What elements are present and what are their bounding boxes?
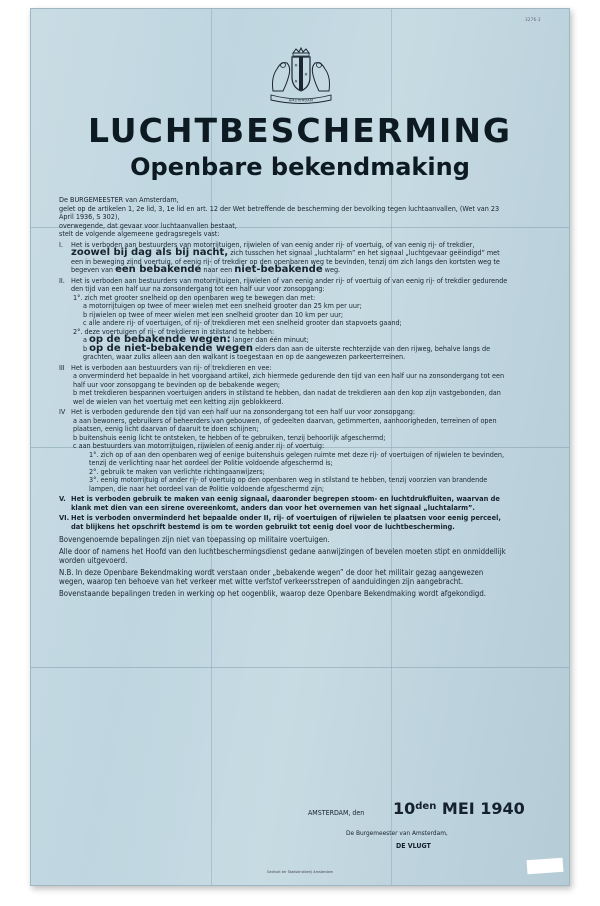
article-clause: b rijwielen op twee of meer wielen met een snelheid grooter dan 10 km per uur; — [83, 309, 344, 319]
article-number: VI. — [59, 513, 70, 522]
reference-number: 3276-2 — [525, 17, 541, 22]
article-text: Het is verboden onverminderd het bepaalde onder II, rij- of voertuigen of rijwielen te plaatsen voor eenig perceel, dat blijkens het opschrift bestemd is om te worden gebruikt tot eenig doel voor de luchtbescherming. — [71, 513, 501, 531]
closing-paragraph: Alle door of namens het Hoofd van den luchtbeschermingsdienst gedane aanwijzingen of bevelen moeten stipt en onmiddellijk worden uitgevoerd. — [59, 546, 506, 565]
closing-paragraph: N.B. In deze Openbare Bekendmaking wordt verstaan onder „bebakende wegen” de door het militair gezag aangewezen wegen, waarop ten behoeve van het verkeer met witte verfstof verkeersstrepen of aanduidingen zijn aangebracht. — [59, 567, 484, 586]
article-text: weg. — [324, 265, 341, 274]
poster-subtitle: Openbare bekendmaking — [130, 153, 470, 181]
date-month-year: MEI 1940 — [441, 799, 525, 818]
emphasis-text: op de bebakende wegen: — [89, 334, 231, 345]
date-day-suffix: den — [415, 801, 437, 812]
crest-ribbon-text: AMSTERDAM — [288, 98, 314, 103]
article-text: Het is verboden gebruik te maken van eenig signaal, daaronder begrepen stoom- en luchtdrukfluiten, waarvan de klank met dien van een sirene overeenkomt, anders dan voor het overnemen van het signaal „luchtalarm”. — [71, 494, 500, 512]
article-text: Het is verboden aan bestuurders van rij- of trekdieren en vee: — [71, 362, 272, 372]
signature-office: De Burgemeester van Amsterdam, — [346, 829, 448, 837]
article-number: IV — [59, 407, 66, 416]
clause-letter: b — [83, 343, 88, 353]
article-number: I. — [59, 239, 63, 249]
poster-body — [59, 196, 509, 598]
closing-paragraph: Bovenstaande bepalingen treden in werking op het oogenblik, waarop deze Openbare Bekendmaking wordt afgekondigd. — [59, 588, 487, 598]
svg-text:✕: ✕ — [304, 72, 308, 78]
amsterdam-coat-of-arms-icon — [263, 47, 339, 107]
intro-line: gelet op de artikelen 1, 2e lid, 3, 1e lid en art. 12 der Wet betreffende de bescherming der bevolking tegen luchtaanvallen, (Wet van 23 April 1936, S 302), — [59, 203, 500, 221]
fold-line — [31, 667, 569, 668]
article-6 — [59, 514, 509, 531]
article-number: III — [59, 362, 65, 372]
emphasis-text: zoowel bij dag als bij nacht, — [71, 247, 229, 258]
article-5 — [59, 495, 509, 512]
printer-credit: Gedrukt ter Stadsdrukkerij Amsterdam — [266, 869, 334, 874]
article-clause: a motorrijtuigen op twee of meer wielen met een snelheid grooter dan 25 km per uur; — [83, 301, 362, 310]
poster-title: LUCHTBESCHERMING — [87, 111, 513, 150]
signature-name: DE VLUGT — [396, 842, 431, 850]
article-1 — [59, 241, 509, 275]
article-2 — [59, 277, 509, 362]
intro-block — [59, 196, 509, 239]
article-clause — [59, 342, 509, 362]
article-number: V. — [59, 494, 66, 503]
article-number: II. — [59, 275, 65, 285]
closing-provisions — [59, 535, 509, 598]
article-text: Het is verboden aan bestuurders van motorrijtuigen, rijwielen of van eenig ander rij- of voertuig of van eenig rij- of trekdier gedurende den tijd van een half uur na zonsondergang tot een half uur voor zonsopgang: — [71, 275, 508, 293]
emphasis-text: een bebakende — [115, 264, 202, 275]
article-text: naar een — [203, 265, 233, 274]
torn-corner — [527, 858, 564, 874]
signature-date — [393, 799, 525, 818]
article-clause: b met trekdieren bespannen voertuigen anders in stilstand te hebben, dan nadat de trekdieren aan den kop zijn vastgebonden, dan wel de wielen van het voertuig met een ketting zijn geblokkeerd. — [73, 388, 501, 406]
article-clause: 2°. gebruik te maken van verlichte richtingaanwijzers; — [89, 466, 265, 476]
emphasis-text: op de niet-bebakende wegen — [89, 342, 253, 354]
article-text: Het is verboden gedurende den tijd van een half uur na zonsondergang tot een half uur voor zonsopgang: — [71, 407, 416, 416]
intro-line: overwegende, dat gevaar voor luchtaanvallen bestaat, — [59, 220, 237, 230]
article-clause: 1°. zich met grooter snelheid op den openbaren weg te bewegen dan met: — [73, 292, 316, 302]
intro-line: De BURGEMEESTER van Amsterdam, — [59, 195, 179, 204]
article-3 — [59, 364, 509, 407]
article-clause: c aan bestuurders van motorrijtuigen, rijwielen of eenig ander rij- of voertuig: — [73, 441, 325, 450]
article-clause: 1°. zich op of aan den openbaren weg of eenige buitenshuis gelegen ruimte met deze rij- of voertuigen of rijwielen te bevinden, tenzij de verlichting naar het oordeel der Politie voldoende afgeschermd is; — [89, 449, 505, 467]
article-text: Het is verboden aan bestuurders van motorrijtuigen, rijwielen of van eenig ander rij- of voertuig, of van eenig rij- of trekdier, — [71, 239, 475, 249]
poster-sheet — [30, 8, 570, 886]
svg-text:✕: ✕ — [294, 63, 298, 69]
article-clause: 2°. deze voertuigen of rij- of trekdieren in stilstand te hebben: — [73, 326, 275, 336]
article-text: zich tusschen het signaal „luchtalarm” en het signaal „luchtgevaar geëindigd” met een in beweging zijnd voertuig, of eenig rij- of trekdier op den openbaren weg te bevinden, tenzij om zich langs den kortsten weg te begeven van — [71, 248, 500, 274]
article-clause: b buitenshuis eenig licht te ontsteken, te hebben of te gebruiken, tenzij behoorlijk afgeschermd; — [73, 432, 386, 442]
emphasis-text: niet-bebakende — [234, 264, 323, 275]
date-day: 10 — [393, 799, 416, 818]
signature-place: AMSTERDAM, den — [308, 809, 365, 817]
article-text: elders dan aan de uiterste rechterzijde van den rijweg, behalve langs de grachten, waar zulks alleen aan den walkant is toegestaan en op de aangewezen parkeerterreinen. — [83, 343, 491, 361]
article-clause: a aan bewoners, gebruikers of beheerders van gebouwen, of gedeelten daarvan, getimmerten, aanhoorigheden, terreinen of open plaatsen, eenig licht daarvan of daaruit te doen schijnen; — [73, 415, 497, 433]
article-text: langer dan één minuut; — [232, 335, 309, 344]
article-clause: a onverminderd het bepaalde in het voorgaand artikel, zich hiermede gedurende den tijd van een half uur na zonsondergang tot een half uur voor zonsopgang te bevinden op de bebakende wegen; — [73, 371, 505, 389]
intro-line: stelt de volgende algemeene gedragsregels vast: — [59, 229, 220, 238]
article-clause: c alle andere rij- of voertuigen, of rij- of trekdieren met een snelheid grooter dan stapvoets gaand; — [83, 318, 402, 327]
closing-paragraph: Bovengenoemde bepalingen zijn niet van toepassing op militaire voertuigen. — [59, 535, 330, 544]
svg-text:✕: ✕ — [294, 79, 298, 85]
clause-letter: a — [83, 335, 87, 344]
article-clause: 3°. eenig motorrijtuig of ander rij- of voertuig op den openbaren weg in stilstand te hebben, tenzij voorzien van brandende lampen, die naar het oordeel van de Politie voldoende afgeschermd zijn; — [89, 475, 488, 493]
article-4 — [59, 408, 509, 493]
